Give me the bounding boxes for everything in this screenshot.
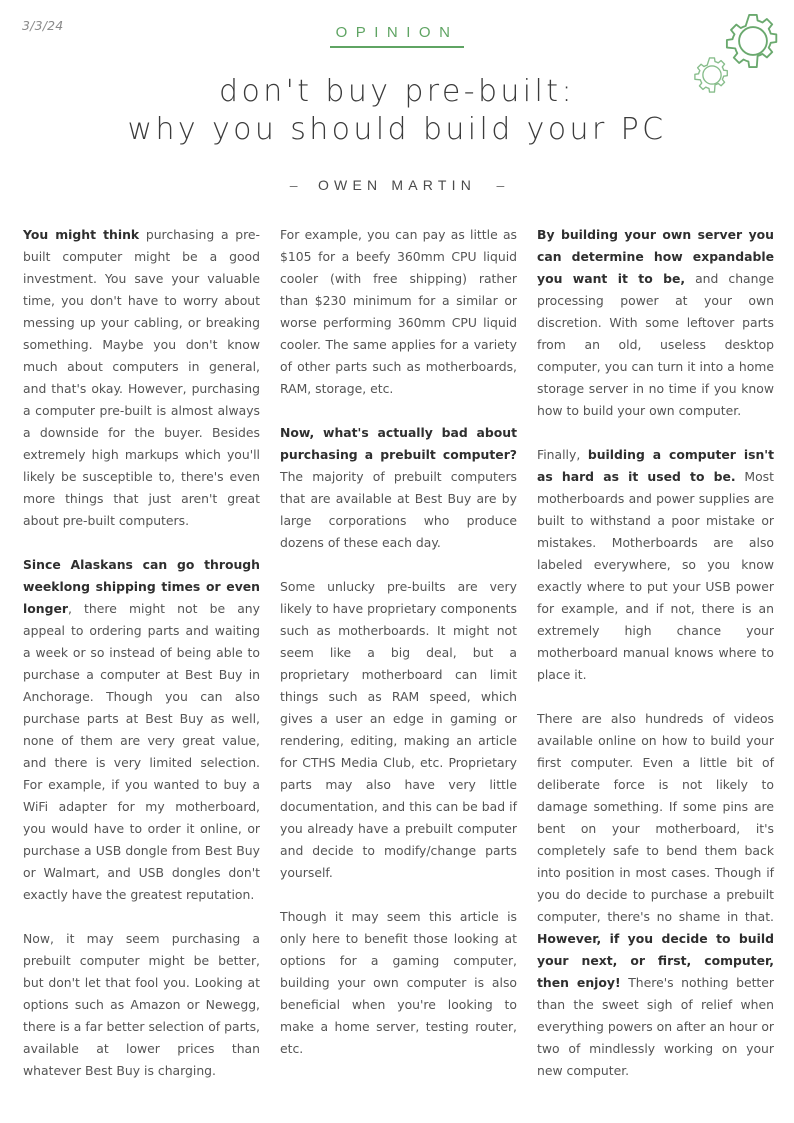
headline-line-1: don't buy pre-built: — [219, 74, 575, 109]
paragraph-body: , there might not be any appeal to ordering parts and waiting a week or so instead of being able to purchase a computer at Best Buy in Anchorage. Though you can also purchase parts at Best Buy as well, none of them are very great value, and there is very limited selection. For example, if you wanted to buy a WiFi adapter for my motherboard, you would have to order it online, or purchase a USB dongle from Best Buy or Walmart, and USB dongles don't exactly have the greatest reputation. — [23, 601, 260, 902]
paragraph-emphasis: building a computer isn't as hard as it used to be. — [537, 447, 774, 484]
masthead — [0, 0, 794, 218]
paragraph — [537, 444, 774, 686]
article-column-1 — [23, 224, 260, 1082]
kicker-container — [0, 24, 794, 48]
paragraph-prefix: Finally, — [537, 447, 588, 462]
issue-date: 3/3/24 — [22, 18, 64, 33]
paragraph-body: For example, you can pay as little as $105 for a beefy 360mm CPU liquid cooler (with free shipping) rather than $230 minimum for a similar or worse performing 360mm CPU liquid cooler. The same applies for a variety of other parts such as motherboards, RAM, storage, etc. — [280, 227, 517, 396]
paragraph — [280, 224, 517, 400]
paragraph — [280, 422, 517, 554]
byline-dash-right: – — [496, 176, 505, 193]
article-columns — [23, 224, 773, 1082]
page-title — [0, 73, 794, 149]
paragraph — [537, 224, 774, 422]
section-kicker: OPINION — [330, 24, 465, 48]
paragraph — [23, 554, 260, 906]
paragraph-body: The majority of prebuilt computers that are available at Best Buy are by large corporations who produce dozens of these each day. — [280, 469, 517, 550]
paragraph — [280, 576, 517, 884]
byline-container — [0, 176, 794, 194]
paragraph-body: Though it may seem this article is only here to benefit those looking at options for a gaming computer, building your own computer is also beneficial when you're looking to make a home server, testing router, etc. — [280, 909, 517, 1056]
paragraph-prefix: There are also hundreds of videos available online on how to build your first computer. Even a little bit of deliberate force is not likely to damage something. If some pins are bent on your motherboard, it's completely safe to bend them back into position in most cases. Though if you do decide to purchase a prebuilt computer, there's no shame in that. — [537, 711, 774, 924]
paragraph-body: Most motherboards and power supplies are built to withstand a poor mistake or mistakes. Motherboards are also labeled everywhere, so you know exactly where to put your USB power for example, and if not, there is an extremely high chance your motherboard manual knows where to place it. — [537, 469, 774, 682]
paragraph-body: Some unlucky pre-builts are very likely to have proprietary components such as motherboards. It might not seem like a big deal, but a proprietary motherboard can limit things such as RAM speed, which gives a user an edge in gaming or rendering, editing, making an article for CTHS Media Club, etc. Proprietary parts may also have very little documentation, and this can be bad if you already have a prebuilt computer and decide to modify/change parts yourself. — [280, 579, 517, 880]
paragraph — [23, 224, 260, 532]
article-column-2 — [280, 224, 517, 1082]
paragraph-body: purchasing a pre-built computer might be a good investment. You save your valuable time, you don't have to worry about messing up your cabling, or breaking something. Maybe you don't know much about computers in general, and that's okay. However, purchasing a computer pre-built is almost always a downside for the buyer. Besides extremely high markups which you'll likely be susceptible to, there's even more things that just aren't great about pre-built computers. — [23, 227, 261, 528]
paragraph-body: Now, it may seem purchasing a prebuilt computer might be better, but don't let that fool you. Looking at options such as Amazon or Newegg, there is a far better selection of parts, available at lower prices than whatever Best Buy is charging. — [23, 931, 260, 1078]
paragraph-body: and change processing power at your own discretion. With some leftover parts from an old, useless desktop computer, you can turn it into a home storage server in no time if you know how to build your own computer. — [537, 271, 774, 418]
paragraph-lead: Since Alaskans can go through weeklong shipping times or even longer — [23, 557, 260, 616]
headline-line-2: why you should build your PC — [127, 112, 667, 147]
paragraph-body: There's nothing better than the sweet sigh of relief when everything powers on after an hour or two of mindlessly working on your new computer. — [537, 975, 774, 1078]
byline-dash-left: – — [289, 176, 298, 193]
paragraph — [23, 928, 260, 1082]
paragraph-lead: You might think — [23, 227, 140, 242]
paragraph — [537, 708, 774, 1082]
paragraph-lead: By building your own server you can determine how expandable you want it to be, — [537, 227, 774, 286]
paragraph-lead: Now, what's actually bad about purchasing a prebuilt computer? — [280, 425, 517, 462]
article-column-3 — [537, 224, 774, 1082]
paragraph-emphasis: However, if you decide to build your next, or first, computer, then enjoy! — [537, 931, 774, 990]
author-byline: OWEN MARTIN — [317, 176, 477, 193]
paragraph — [280, 906, 517, 1060]
